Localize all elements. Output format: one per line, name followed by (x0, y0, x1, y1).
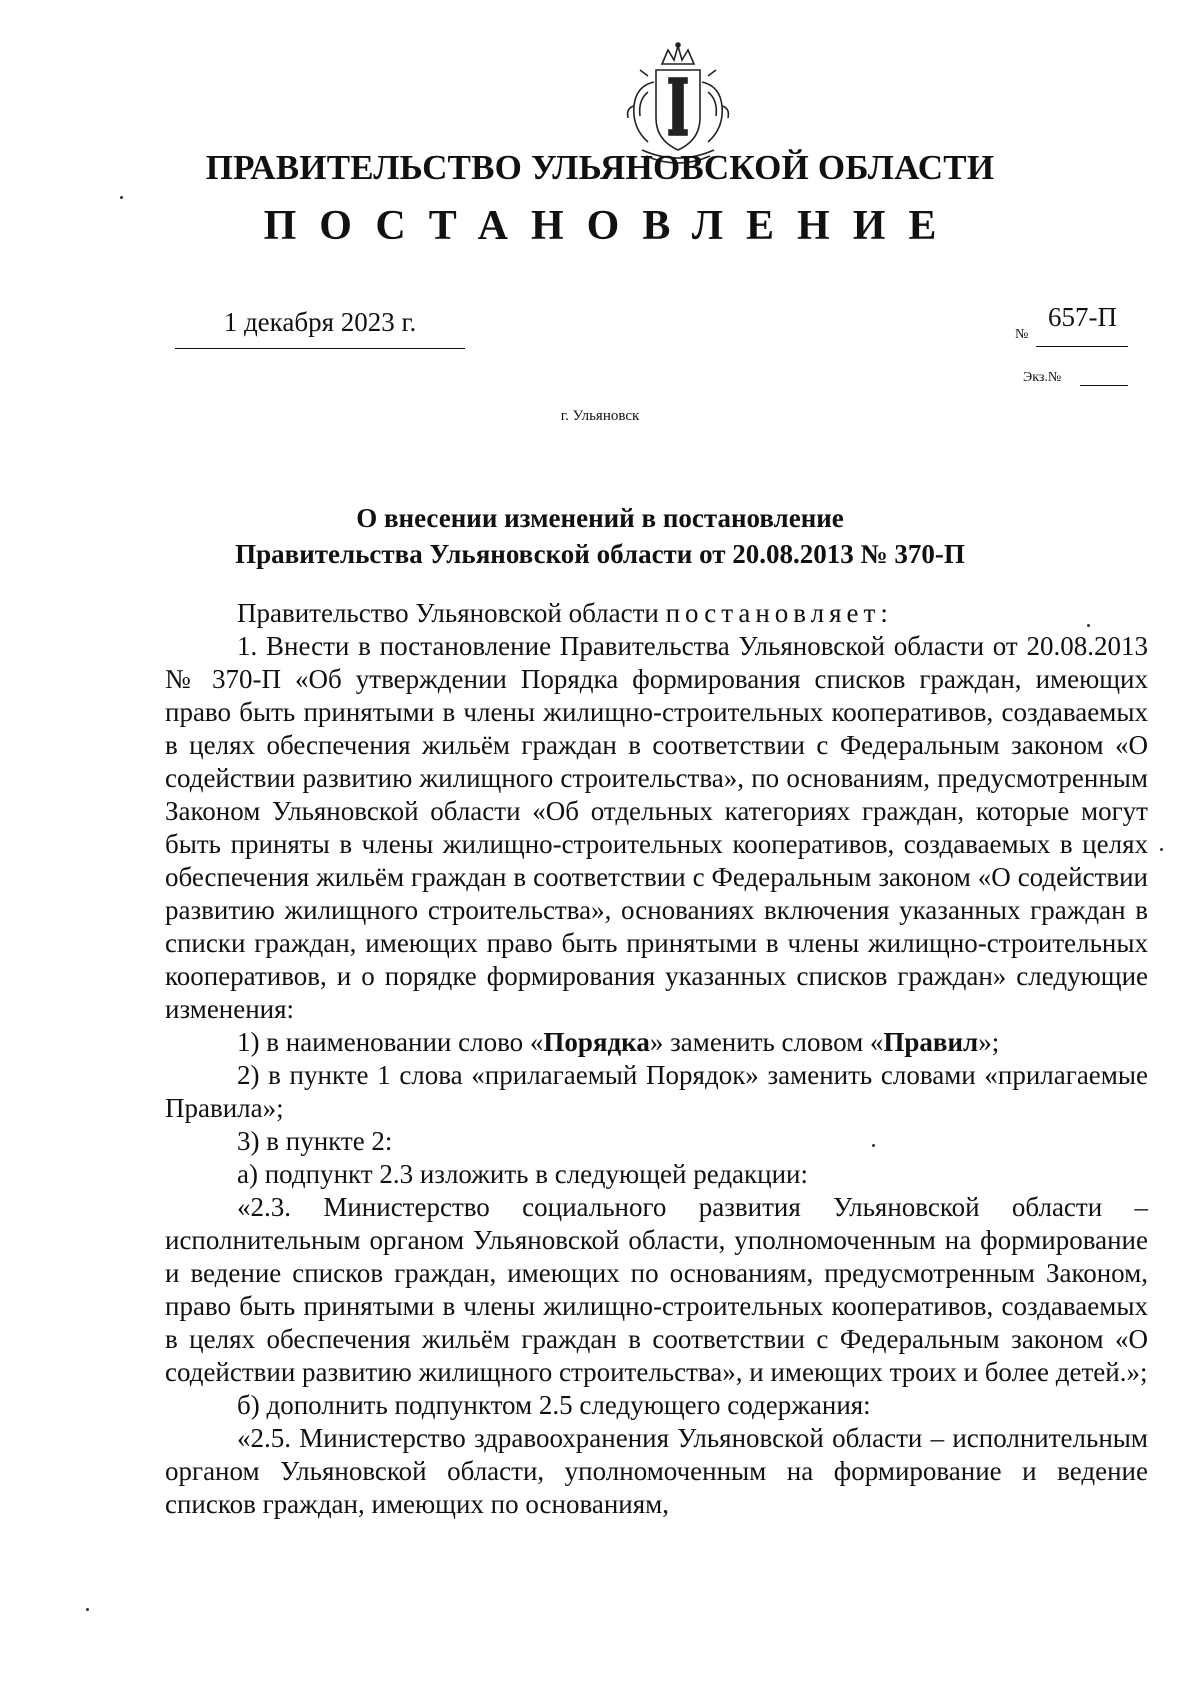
scan-speck (86, 1608, 89, 1611)
item-1-bold-word: Порядка (543, 1027, 650, 1057)
number-underline (1036, 346, 1128, 347)
intro-resolves: постановляет: (665, 598, 893, 628)
title-line-2: Правительства Ульяновской области от 20.08.2013 № 370-П (235, 539, 965, 569)
quote-2-3: «2.3. Министерство социального развития Ульяновской области – исполнительным органом Ульяновской области, уполномоченным на формирование и ведение списков граждан, имеющих по основаниям, предусмотренным Законом, право быть принятыми в члены жилищно-строительных кооперативов, создаваемых в целях обеспечения жильём граждан в соответствии с Федеральным законом «О содействии развитию жилищного строительства», и имеющих троих и более детей.»; (165, 1192, 1148, 1387)
copy-number-underline (1080, 385, 1128, 386)
organization-heading: ПРАВИТЕЛЬСТВО УЛЬЯНОВСКОЙ ОБЛАСТИ (205, 148, 995, 187)
item-1-text-e: »; (978, 1027, 1000, 1057)
item-1-text-a: 1) в наименовании слово « (237, 1027, 544, 1057)
item-1-bold-word-2: Правил (883, 1027, 979, 1057)
number-label: № (1015, 327, 1029, 342)
copy-number-label: Экз.№ (1023, 370, 1062, 385)
intro-prefix: Правительство Ульяновской области (237, 598, 659, 628)
scan-speck (872, 1144, 875, 1147)
item-3: 3) в пункте 2: (237, 1126, 393, 1156)
scan-speck (1160, 848, 1163, 851)
scan-speck (120, 196, 123, 199)
document-type-heading: ПОСТАНОВЛЕНИЕ (263, 203, 960, 249)
document-number: 657-П (1048, 302, 1117, 332)
document-date: 1 декабря 2023 г. (223, 307, 417, 337)
title-line-1: О внесении изменений в постановление (356, 503, 844, 533)
quote-2-5: «2.5. Министерство здравоохранения Ульяновской области – исполнительным органом Ульяновской области, уполномоченным на формирование и ведение списков граждан, имеющих по основаниям, (165, 1423, 1148, 1519)
item-1-text-c: » заменить словом « (649, 1027, 884, 1057)
document-body (165, 597, 1148, 1521)
intro-paragraph (165, 597, 1148, 630)
city: г. Ульяновск (560, 408, 640, 424)
document-title (0, 500, 1200, 572)
item-1 (165, 1026, 1148, 1059)
paragraph-1: 1. Внести в постановление Правительства Ульяновской области от 20.08.2013 № 370-П «Об утверждении Порядка формирования списков граждан, имеющих право быть принятыми в члены жилищно-строительных кооперативов, создаваемых в целях обеспечения жильём граждан в соответствии с Федеральным законом «О содействии развитию жилищного строительства», по основаниям, предусмотренным Законом Ульяновской области «Об отдельных категориях граждан, которые могут быть приняты в члены жилищно-строительных кооперативов, создаваемых в целях обеспечения жильём граждан в соответствии с Федеральным законом «О содействии развитию жилищного строительства», основаниях включения указанных граждан в списки граждан, имеющих право быть принятыми в члены жилищно-строительных кооперативов, и о порядке формирования указанных списков граждан» следующие изменения: (165, 631, 1148, 1024)
item-3a: а) подпункт 2.3 изложить в следующей редакции: (237, 1159, 809, 1189)
item-3b: б) дополнить подпунктом 2.5 следующего содержания: (237, 1390, 871, 1420)
date-underline (175, 348, 465, 349)
item-2: 2) в пункте 1 слова «прилагаемый Порядок» заменить словами «прилагаемые Правила»; (165, 1060, 1148, 1123)
scan-speck (1087, 624, 1090, 627)
